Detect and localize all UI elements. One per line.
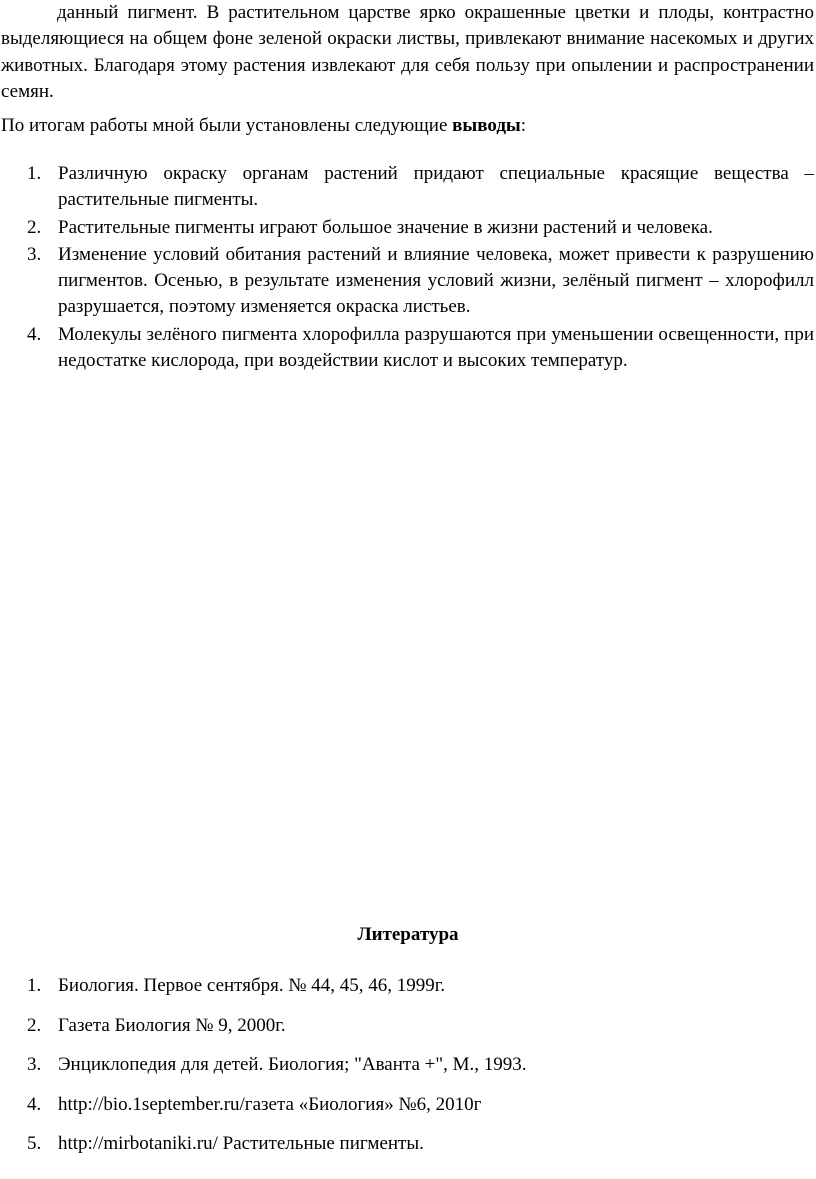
list-item-text: Изменение условий обитания растений и влияние человека, может привести к разрушению пигментов. Осенью, в результате изменения условий жизни, зелёный пигмент – хлорофилл разрушается, поэтому изменяется окраска листьев. <box>58 243 814 318</box>
list-item-number: 3. <box>27 243 42 265</box>
reference-number: 4. <box>27 1093 42 1115</box>
reference-text: Биология. Первое сентября. № 44, 45, 46, 1999г. <box>58 975 446 996</box>
reference-text: http://mirbotaniki.ru/ Растительные пигменты. <box>58 1133 424 1154</box>
list-item-text: Различную окраску органам растений придают специальные красящие вещества – растительные пигменты. <box>58 163 814 211</box>
list-item-text: Молекулы зелёного пигмента хлорофилла разрушаются при уменьшении освещенности, при недостатке кислорода, при воздействии кислот и высоких температур. <box>58 323 814 372</box>
reference-text: http://bio.1september.ru/газета «Биология» №6, 2010г <box>58 1093 482 1115</box>
literature-heading: Литература <box>357 924 459 945</box>
list-item-number: 4. <box>27 323 42 345</box>
list-item-number: 1. <box>27 163 42 184</box>
reference-item <box>0 973 814 999</box>
reference-item <box>0 1013 814 1039</box>
list-item <box>0 215 814 241</box>
findings-tail: : <box>520 115 527 136</box>
list-item-text: Растительные пигменты играют большое значение в жизни растений и человека. <box>58 216 713 238</box>
reference-number: 5. <box>27 1133 42 1154</box>
list-item <box>0 161 814 214</box>
literature-list <box>0 973 814 1171</box>
reference-number: 3. <box>27 1054 42 1075</box>
list-item <box>0 322 814 375</box>
reference-item <box>0 1052 814 1078</box>
list-item-number: 2. <box>27 216 42 238</box>
findings-lead: По итогам работы мной были установлены следующие <box>1 115 453 136</box>
conclusions-list <box>0 161 814 375</box>
reference-item <box>0 1131 814 1157</box>
reference-text: Энциклопедия для детей. Биология; "Аванта +", М., 1993. <box>58 1054 527 1075</box>
findings-paragraph <box>1 113 814 139</box>
reference-number: 2. <box>27 1014 42 1036</box>
findings-bold-word: выводы <box>452 115 521 136</box>
reference-text: Газета Биология № 9, 2000г. <box>58 1014 286 1036</box>
list-item <box>0 242 814 321</box>
intro-paragraph: данный пигмент. В растительном царстве ярко окрашенные цветки и плоды, контрастно выделяющиеся на общем фоне зеленой окраски листвы, привлекают внимание насекомых и других животных. Благодаря этому растения извлекают для себя пользу при опылении и распространении семян. <box>1 2 814 102</box>
reference-number: 1. <box>27 975 42 996</box>
reference-item <box>0 1092 814 1118</box>
